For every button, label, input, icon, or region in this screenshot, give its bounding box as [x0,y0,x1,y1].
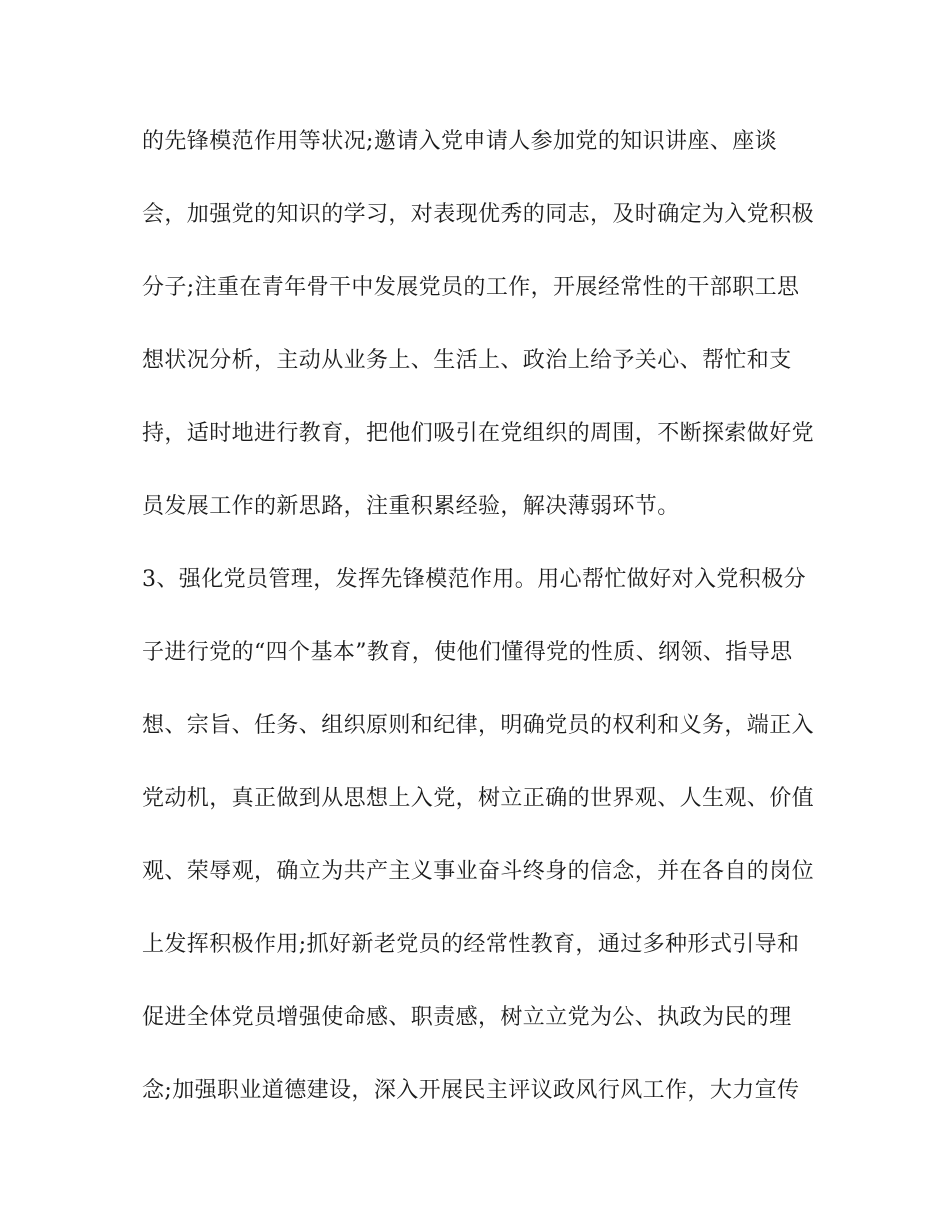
body-text-line: 持，适时地进行教育，把他们吸引在党组织的周围，不断探索做好党 [142,421,815,446]
body-text-line: 念;加强职业道德建设，深入开展民主评议政风行风工作，大力宣传 [142,1078,800,1103]
body-text-line: 会，加强党的知识的学习，对表现优秀的同志，及时确定为入党积极 [142,202,815,227]
body-text-line: 想、宗旨、任务、组织原则和纪律，明确党员的权利和义务，端正入 [142,713,815,738]
body-text-line: 子进行党的“四个基本”教育，使他们懂得党的性质、纲领、指导思 [142,640,793,665]
body-text-line: 党动机，真正做到从思想上入党，树立正确的世界观、人生观、价值 [142,786,815,811]
body-text-line: 观、荣辱观，确立为共产主义事业奋斗终身的信念，并在各自的岗位 [142,859,815,884]
body-text-line: 员发展工作的新思路，注重积累经验，解决薄弱环节。 [142,494,680,519]
body-text-line: 促进全体党员增强使命感、职责感，树立立党为公、执政为民的理 [142,1005,792,1030]
body-text-line: 上发挥积极作用;抓好新老党员的经常性教育，通过多种形式引导和 [142,932,800,957]
body-text-line: 分子;注重在青年骨干中发展党员的工作，开展经常性的干部职工思 [142,275,800,300]
body-text-line: 3、强化党员管理，发挥先锋模范作用。用心帮忙做好对入党积极分 [142,567,806,592]
body-text-line: 想状况分析，主动从业务上、生活上、政治上给予关心、帮忙和支 [142,348,792,373]
body-text-line: 的先锋模范作用等状况;邀请入党申请人参加党的知识讲座、座谈 [142,129,778,154]
